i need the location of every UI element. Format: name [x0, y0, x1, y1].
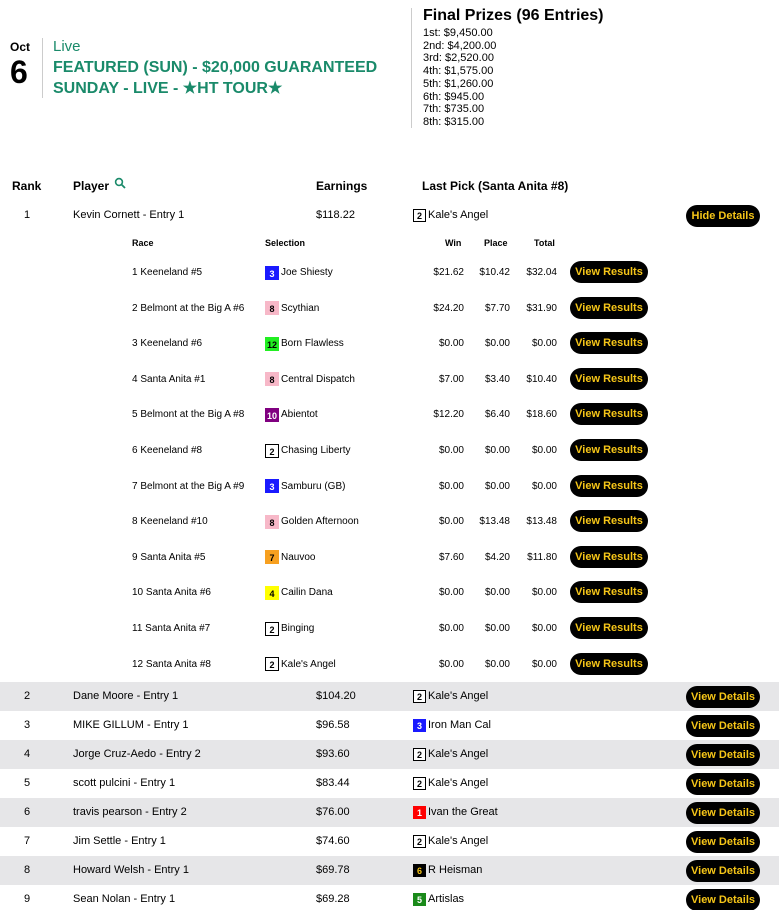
last-pick	[413, 885, 464, 910]
total-amount: $0.00	[531, 480, 557, 492]
selection	[265, 469, 345, 504]
column-rank: Rank	[12, 179, 42, 193]
prize-item: 6th: $945.00	[423, 90, 485, 103]
saddle-cloth-number: 7	[265, 550, 279, 564]
rank: 8	[24, 864, 31, 876]
saddle-cloth-number: 12	[265, 337, 279, 351]
view-results-button[interactable]: View Results	[570, 546, 648, 568]
win-amount: $12.20	[433, 409, 464, 421]
last-pick	[413, 827, 488, 856]
selection-horse: Abientot	[281, 409, 318, 421]
view-details-button[interactable]: View Details	[686, 889, 760, 910]
last-pick	[413, 711, 491, 740]
prize-item: 3rd: $2,520.00	[423, 52, 494, 65]
last-pick-horse: Iron Man Cal	[428, 719, 491, 731]
saddle-cloth-number: 2	[265, 622, 279, 636]
divider	[42, 38, 43, 98]
detail-column-race: Race	[132, 238, 154, 248]
column-earnings: Earnings	[316, 179, 368, 193]
win-amount: $0.00	[438, 445, 464, 456]
race-name: 9 Santa Anita #5	[132, 551, 206, 563]
win-amount: $7.60	[438, 551, 464, 563]
saddle-cloth-number: 3	[413, 719, 426, 732]
selection-horse: Central Dispatch	[281, 373, 355, 385]
hide-details-button[interactable]: Hide Details	[686, 205, 760, 227]
selection	[265, 397, 318, 432]
place-amount: $0.00	[484, 338, 510, 350]
player-name: Dane Moore - Entry 1	[73, 690, 179, 702]
race-detail-row	[0, 504, 779, 539]
total-amount: $0.00	[531, 587, 557, 599]
win-amount: $21.62	[433, 267, 464, 278]
earnings: $96.58	[316, 719, 350, 731]
last-pick	[413, 201, 488, 230]
earnings: $104.20	[316, 690, 356, 702]
saddle-cloth-number: 2	[413, 777, 426, 790]
view-results-button[interactable]: View Results	[570, 510, 648, 532]
win-amount: $0.00	[438, 480, 464, 492]
race-detail-row	[0, 647, 779, 682]
saddle-cloth-number: 8	[265, 372, 279, 386]
selection-horse: Samburu (GB)	[281, 480, 346, 492]
prize-item: 2nd: $4,200.00	[423, 39, 497, 52]
view-results-button[interactable]: View Results	[570, 332, 648, 354]
selection-horse: Scythian	[281, 302, 320, 314]
divider	[411, 8, 412, 128]
last-pick-horse: Artislas	[428, 893, 465, 905]
race-name: 2 Belmont at the Big A #6	[132, 302, 245, 314]
place-amount: $10.42	[479, 267, 510, 278]
selection	[265, 611, 314, 646]
race-detail-row	[0, 433, 779, 468]
player-name: Jim Settle - Entry 1	[73, 835, 166, 847]
prize-item: 5th: $1,260.00	[423, 77, 494, 90]
standings-row	[0, 856, 779, 885]
selection-horse: Binging	[281, 623, 315, 634]
place-amount: $3.40	[484, 373, 510, 385]
view-results-button[interactable]: View Results	[570, 617, 648, 639]
detail-column-selection: Selection	[265, 238, 306, 248]
selection	[265, 647, 336, 682]
place-amount: $0.00	[484, 480, 510, 492]
view-results-button[interactable]: View Results	[570, 261, 648, 283]
earnings: $118.22	[316, 209, 355, 221]
race-name: 6 Keeneland #8	[132, 445, 203, 456]
earnings: $69.28	[316, 893, 350, 905]
saddle-cloth-number: 2	[413, 690, 426, 703]
player-name: Sean Nolan - Entry 1	[73, 893, 176, 905]
selection	[265, 255, 333, 290]
saddle-cloth-number: 3	[265, 266, 279, 280]
standings-row	[0, 827, 779, 856]
place-amount: $13.48	[479, 516, 510, 528]
last-pick-horse: Ivan the Great	[428, 806, 498, 818]
race-name: 8 Keeneland #10	[132, 516, 208, 528]
selection	[265, 433, 350, 468]
rank: 7	[24, 835, 31, 847]
detail-column-place: Place	[484, 238, 508, 248]
place-amount: $0.00	[484, 623, 510, 634]
event-title: FEATURED (SUN) - $20,000 GUARANTEED SUNDAY - LIVE - ★HT TOUR★	[53, 59, 378, 97]
selection	[265, 540, 315, 575]
total-amount: $31.90	[526, 302, 557, 314]
selection	[265, 326, 344, 361]
win-amount: $0.00	[438, 516, 464, 528]
place-amount: $7.70	[484, 302, 510, 314]
last-pick	[413, 769, 488, 798]
total-amount: $10.40	[526, 373, 557, 385]
search-icon[interactable]	[114, 177, 126, 189]
prize-item: 1st: $9,450.00	[423, 27, 493, 39]
race-name: 7 Belmont at the Big A #9	[132, 480, 245, 492]
race-name: 4 Santa Anita #1	[132, 373, 206, 385]
view-details-button[interactable]: View Details	[686, 715, 760, 737]
win-amount: $24.20	[433, 302, 464, 314]
standings-row	[0, 740, 779, 769]
player-name: MIKE GILLUM - Entry 1	[73, 719, 189, 731]
selection-horse: Golden Afternoon	[281, 516, 359, 528]
last-pick-horse: Kale's Angel	[428, 690, 489, 702]
race-detail-row	[0, 326, 779, 361]
race-name: 10 Santa Anita #6	[132, 587, 211, 599]
saddle-cloth-number: 2	[413, 748, 426, 761]
total-amount: $13.48	[526, 516, 557, 528]
race-detail-row	[0, 469, 779, 504]
rank: 6	[24, 806, 31, 818]
place-amount: $0.00	[484, 587, 510, 599]
earnings: $83.44	[316, 777, 350, 789]
player-name: scott pulcini - Entry 1	[73, 777, 176, 789]
saddle-cloth-number: 2	[413, 209, 426, 222]
player-name: Jorge Cruz-Aedo - Entry 2	[73, 748, 201, 760]
column-last-pick: Last Pick (Santa Anita #8)	[422, 179, 569, 193]
earnings: $69.78	[316, 864, 350, 876]
win-amount: $7.00	[438, 373, 464, 385]
last-pick	[413, 740, 488, 769]
detail-column-win: Win	[445, 238, 462, 248]
view-results-button[interactable]: View Results	[570, 581, 648, 603]
race-name: 12 Santa Anita #8	[132, 658, 211, 670]
total-amount: $32.04	[526, 267, 557, 278]
race-name: 5 Belmont at the Big A #8	[132, 409, 245, 421]
place-amount: $4.20	[484, 551, 510, 563]
saddle-cloth-number: 2	[265, 657, 279, 671]
player-name: Kevin Cornett - Entry 1	[73, 209, 185, 221]
race-detail-row	[0, 255, 779, 290]
place-amount: $0.00	[484, 445, 510, 456]
view-details-button[interactable]: View Details	[686, 744, 760, 766]
last-pick-horse: R Heisman	[428, 864, 483, 876]
win-amount: $0.00	[438, 658, 464, 670]
last-pick-horse: Kale's Angel	[428, 748, 489, 760]
prize-item: 4th: $1,575.00	[423, 65, 494, 78]
rank: 4	[24, 748, 31, 760]
race-name: 3 Keeneland #6	[132, 338, 203, 350]
race-name: 1 Keeneland #5	[132, 267, 203, 278]
total-amount: $0.00	[531, 445, 557, 456]
view-details-button[interactable]: View Details	[686, 860, 760, 882]
view-results-button[interactable]: View Results	[570, 475, 648, 497]
event-day: 6	[10, 54, 28, 90]
view-details-button[interactable]: View Details	[686, 686, 760, 708]
race-detail-row	[0, 540, 779, 575]
earnings: $76.00	[316, 806, 350, 818]
event-status: Live	[53, 38, 81, 55]
total-amount: $0.00	[531, 623, 557, 634]
column-player: Player	[73, 179, 110, 193]
selection	[265, 575, 333, 610]
player-name: travis pearson - Entry 2	[73, 806, 187, 818]
race-detail-row	[0, 291, 779, 326]
win-amount: $0.00	[438, 623, 464, 634]
selection	[265, 362, 355, 397]
standings-row	[0, 885, 779, 910]
prize-item: 7th: $735.00	[423, 103, 485, 116]
saddle-cloth-number: 4	[265, 586, 279, 600]
selection-horse: Born Flawless	[281, 338, 344, 350]
earnings: $74.60	[316, 835, 350, 847]
selection-horse: Nauvoo	[281, 551, 316, 563]
win-amount: $0.00	[438, 338, 464, 350]
race-detail-row	[0, 575, 779, 610]
prizes-panel	[423, 7, 604, 129]
race-name: 11 Santa Anita #7	[132, 623, 211, 634]
total-amount: $18.60	[526, 409, 557, 421]
selection-horse: Kale's Angel	[281, 658, 336, 670]
saddle-cloth-number: 2	[265, 444, 279, 458]
saddle-cloth-number: 8	[265, 301, 279, 315]
win-amount: $0.00	[438, 587, 464, 599]
selection-horse: Cailin Dana	[281, 587, 333, 599]
saddle-cloth-number: 6	[413, 864, 426, 877]
standings-row	[0, 201, 779, 230]
saddle-cloth-number: 3	[265, 479, 279, 493]
saddle-cloth-number: 8	[265, 515, 279, 529]
total-amount: $11.80	[527, 551, 557, 563]
view-details-button[interactable]: View Details	[686, 802, 760, 824]
selection	[265, 291, 319, 326]
player-name: Howard Welsh - Entry 1	[73, 864, 189, 876]
view-details-button[interactable]: View Details	[686, 773, 760, 795]
view-results-button[interactable]: View Results	[570, 297, 648, 319]
standings-row	[0, 711, 779, 740]
total-amount: $0.00	[531, 338, 557, 350]
view-results-button[interactable]: View Results	[570, 403, 648, 425]
total-amount: $0.00	[531, 658, 557, 670]
view-results-button[interactable]: View Results	[570, 439, 648, 461]
last-pick	[413, 856, 482, 885]
saddle-cloth-number: 1	[413, 806, 426, 819]
race-detail-row	[0, 397, 779, 432]
saddle-cloth-number: 10	[265, 408, 279, 422]
rank: 2	[24, 690, 31, 702]
saddle-cloth-number: 2	[413, 835, 426, 848]
last-pick-horse: Kale's Angel	[428, 209, 489, 221]
prizes-heading: Final Prizes (96 Entries)	[423, 7, 604, 24]
last-pick	[413, 798, 498, 827]
standings-row	[0, 682, 779, 711]
saddle-cloth-number: 5	[413, 893, 426, 906]
rank: 1	[24, 209, 31, 221]
race-detail-row	[0, 611, 779, 646]
view-results-button[interactable]: View Results	[570, 653, 648, 675]
event-month: Oct	[10, 40, 31, 54]
place-amount: $6.40	[484, 409, 510, 421]
last-pick-horse: Kale's Angel	[428, 835, 489, 847]
earnings: $93.60	[316, 748, 350, 760]
rank: 5	[24, 777, 31, 789]
race-detail-row	[0, 362, 779, 397]
standings-row	[0, 798, 779, 827]
last-pick	[413, 682, 488, 711]
selection-horse: Chasing Liberty	[281, 445, 351, 456]
rank: 3	[24, 719, 31, 731]
last-pick-horse: Kale's Angel	[428, 777, 489, 789]
detail-column-total: Total	[534, 238, 555, 248]
rank: 9	[24, 893, 31, 905]
selection-horse: Joe Shiesty	[281, 267, 333, 278]
view-results-button[interactable]: View Results	[570, 368, 648, 390]
selection	[265, 504, 359, 539]
event-date	[10, 40, 44, 88]
standings-row	[0, 769, 779, 798]
prize-item: 8th: $315.00	[423, 115, 485, 128]
view-details-button[interactable]: View Details	[686, 831, 760, 853]
place-amount: $0.00	[484, 658, 510, 670]
